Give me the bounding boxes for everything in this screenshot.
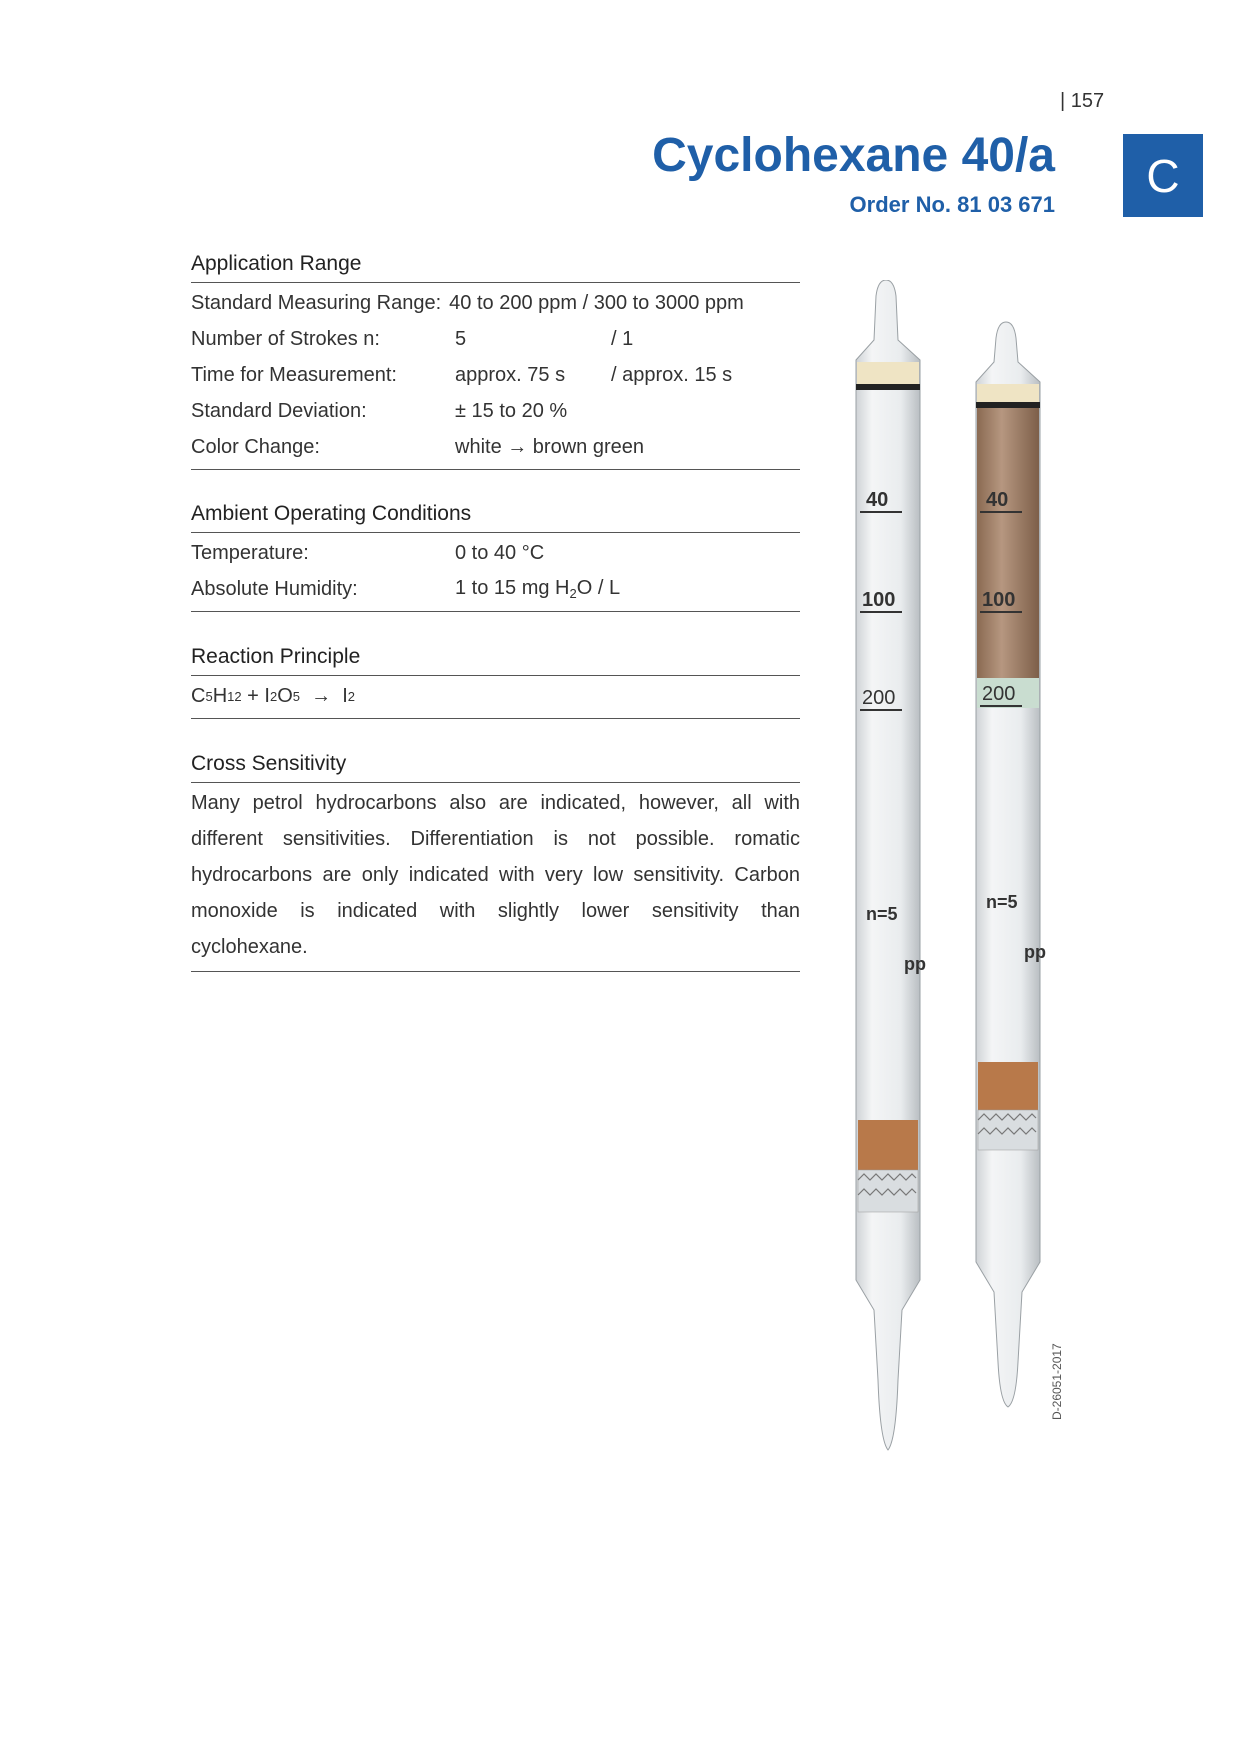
- application-range-heading: Application Range: [191, 252, 800, 283]
- formula-part: C: [191, 684, 206, 707]
- deviation-label: Standard Deviation:: [191, 399, 367, 422]
- tube-left-strokes: n=5: [866, 904, 898, 924]
- reaction-formula: [191, 678, 800, 714]
- strokes-row: [191, 321, 800, 357]
- tube-unused: [856, 280, 926, 1450]
- page-number-value: 157: [1070, 90, 1105, 112]
- tube-used: [976, 322, 1046, 1407]
- tube-left-mark-200: 200: [862, 687, 896, 709]
- tube-left-mark-40: 40: [866, 489, 889, 511]
- cross-sensitivity-text: Many petrol hydrocarbons also are indicated, however, all with different sensitivities. Differentiation is not possible. romatic hydrocarbons are only indicated with very low sensitivity. Carbon monoxide is indicated with slightly lower sensitivity than cyclohexane.: [191, 783, 800, 972]
- measuring-range-label: Standard Measuring Range:: [191, 291, 442, 314]
- humidity-subscript: 2: [569, 586, 577, 601]
- strokes-value-b: / 1: [611, 327, 634, 350]
- reaction-section: [191, 645, 800, 719]
- formula-sub: 5: [292, 688, 300, 704]
- time-value-b: / approx. 15 s: [611, 363, 733, 386]
- formula-part: + I: [241, 684, 270, 707]
- ambient-heading: Ambient Operating Conditions: [191, 502, 800, 533]
- strokes-label: Number of Strokes n:: [191, 327, 380, 350]
- measuring-range-value: 40 to 200 ppm / 300 to 3000 ppm: [449, 291, 744, 314]
- humidity-prefix: 1 to 15 mg H: [455, 577, 570, 599]
- formula-part: O: [277, 684, 293, 707]
- humidity-value: [455, 577, 800, 601]
- humidity-suffix: O / L: [576, 577, 621, 599]
- deviation-row: [191, 393, 800, 429]
- formula-sub: 2: [269, 688, 278, 704]
- formula-sub: 2: [347, 688, 356, 704]
- humidity-row: [191, 571, 800, 607]
- photo-credit: D-26051-2017: [1050, 1343, 1064, 1420]
- color-change-row: [191, 429, 800, 465]
- measuring-range-row: [191, 285, 800, 321]
- color-change-value: white → brown green: [455, 435, 644, 458]
- tube-left-mark-100: 100: [862, 589, 896, 611]
- time-row: [191, 357, 800, 393]
- formula-sub: 5: [205, 688, 213, 704]
- tube-right-mark-100: 100: [982, 589, 1016, 611]
- deviation-value: ± 15 to 20 %: [455, 399, 568, 422]
- tube-right-unit: pp: [1024, 942, 1046, 962]
- temperature-label: Temperature:: [191, 541, 309, 564]
- tube-right-mark-200: 200: [982, 683, 1016, 705]
- formula-sub: 12: [227, 688, 242, 704]
- tube-right-mark-40: 40: [986, 489, 1009, 511]
- formula-part: → I: [300, 684, 348, 707]
- tube-left-unit: pp: [904, 954, 926, 974]
- time-value-a: approx. 75 s: [455, 363, 566, 386]
- cross-sensitivity-heading: Cross Sensitivity: [191, 752, 800, 783]
- page-number: | 157: [1060, 90, 1105, 112]
- order-number: Order No. 81 03 671: [849, 192, 1055, 217]
- humidity-label: Absolute Humidity:: [191, 577, 358, 600]
- formula-part: H: [212, 684, 228, 707]
- section-letter-tab: C: [1123, 134, 1203, 217]
- page-title: Cyclohexane 40/a: [652, 129, 1055, 182]
- application-range-section: [191, 252, 800, 470]
- time-label: Time for Measurement:: [191, 363, 397, 386]
- ambient-section: [191, 502, 800, 612]
- temperature-row: [191, 535, 800, 571]
- color-change-label: Color Change:: [191, 435, 320, 458]
- temperature-value: 0 to 40 °C: [455, 541, 545, 564]
- tube-right-strokes: n=5: [986, 892, 1018, 912]
- cross-sensitivity-section: [191, 752, 800, 972]
- reaction-heading: Reaction Principle: [191, 645, 800, 676]
- detector-tubes-image: [820, 280, 1060, 1470]
- strokes-value-a: 5: [455, 327, 467, 350]
